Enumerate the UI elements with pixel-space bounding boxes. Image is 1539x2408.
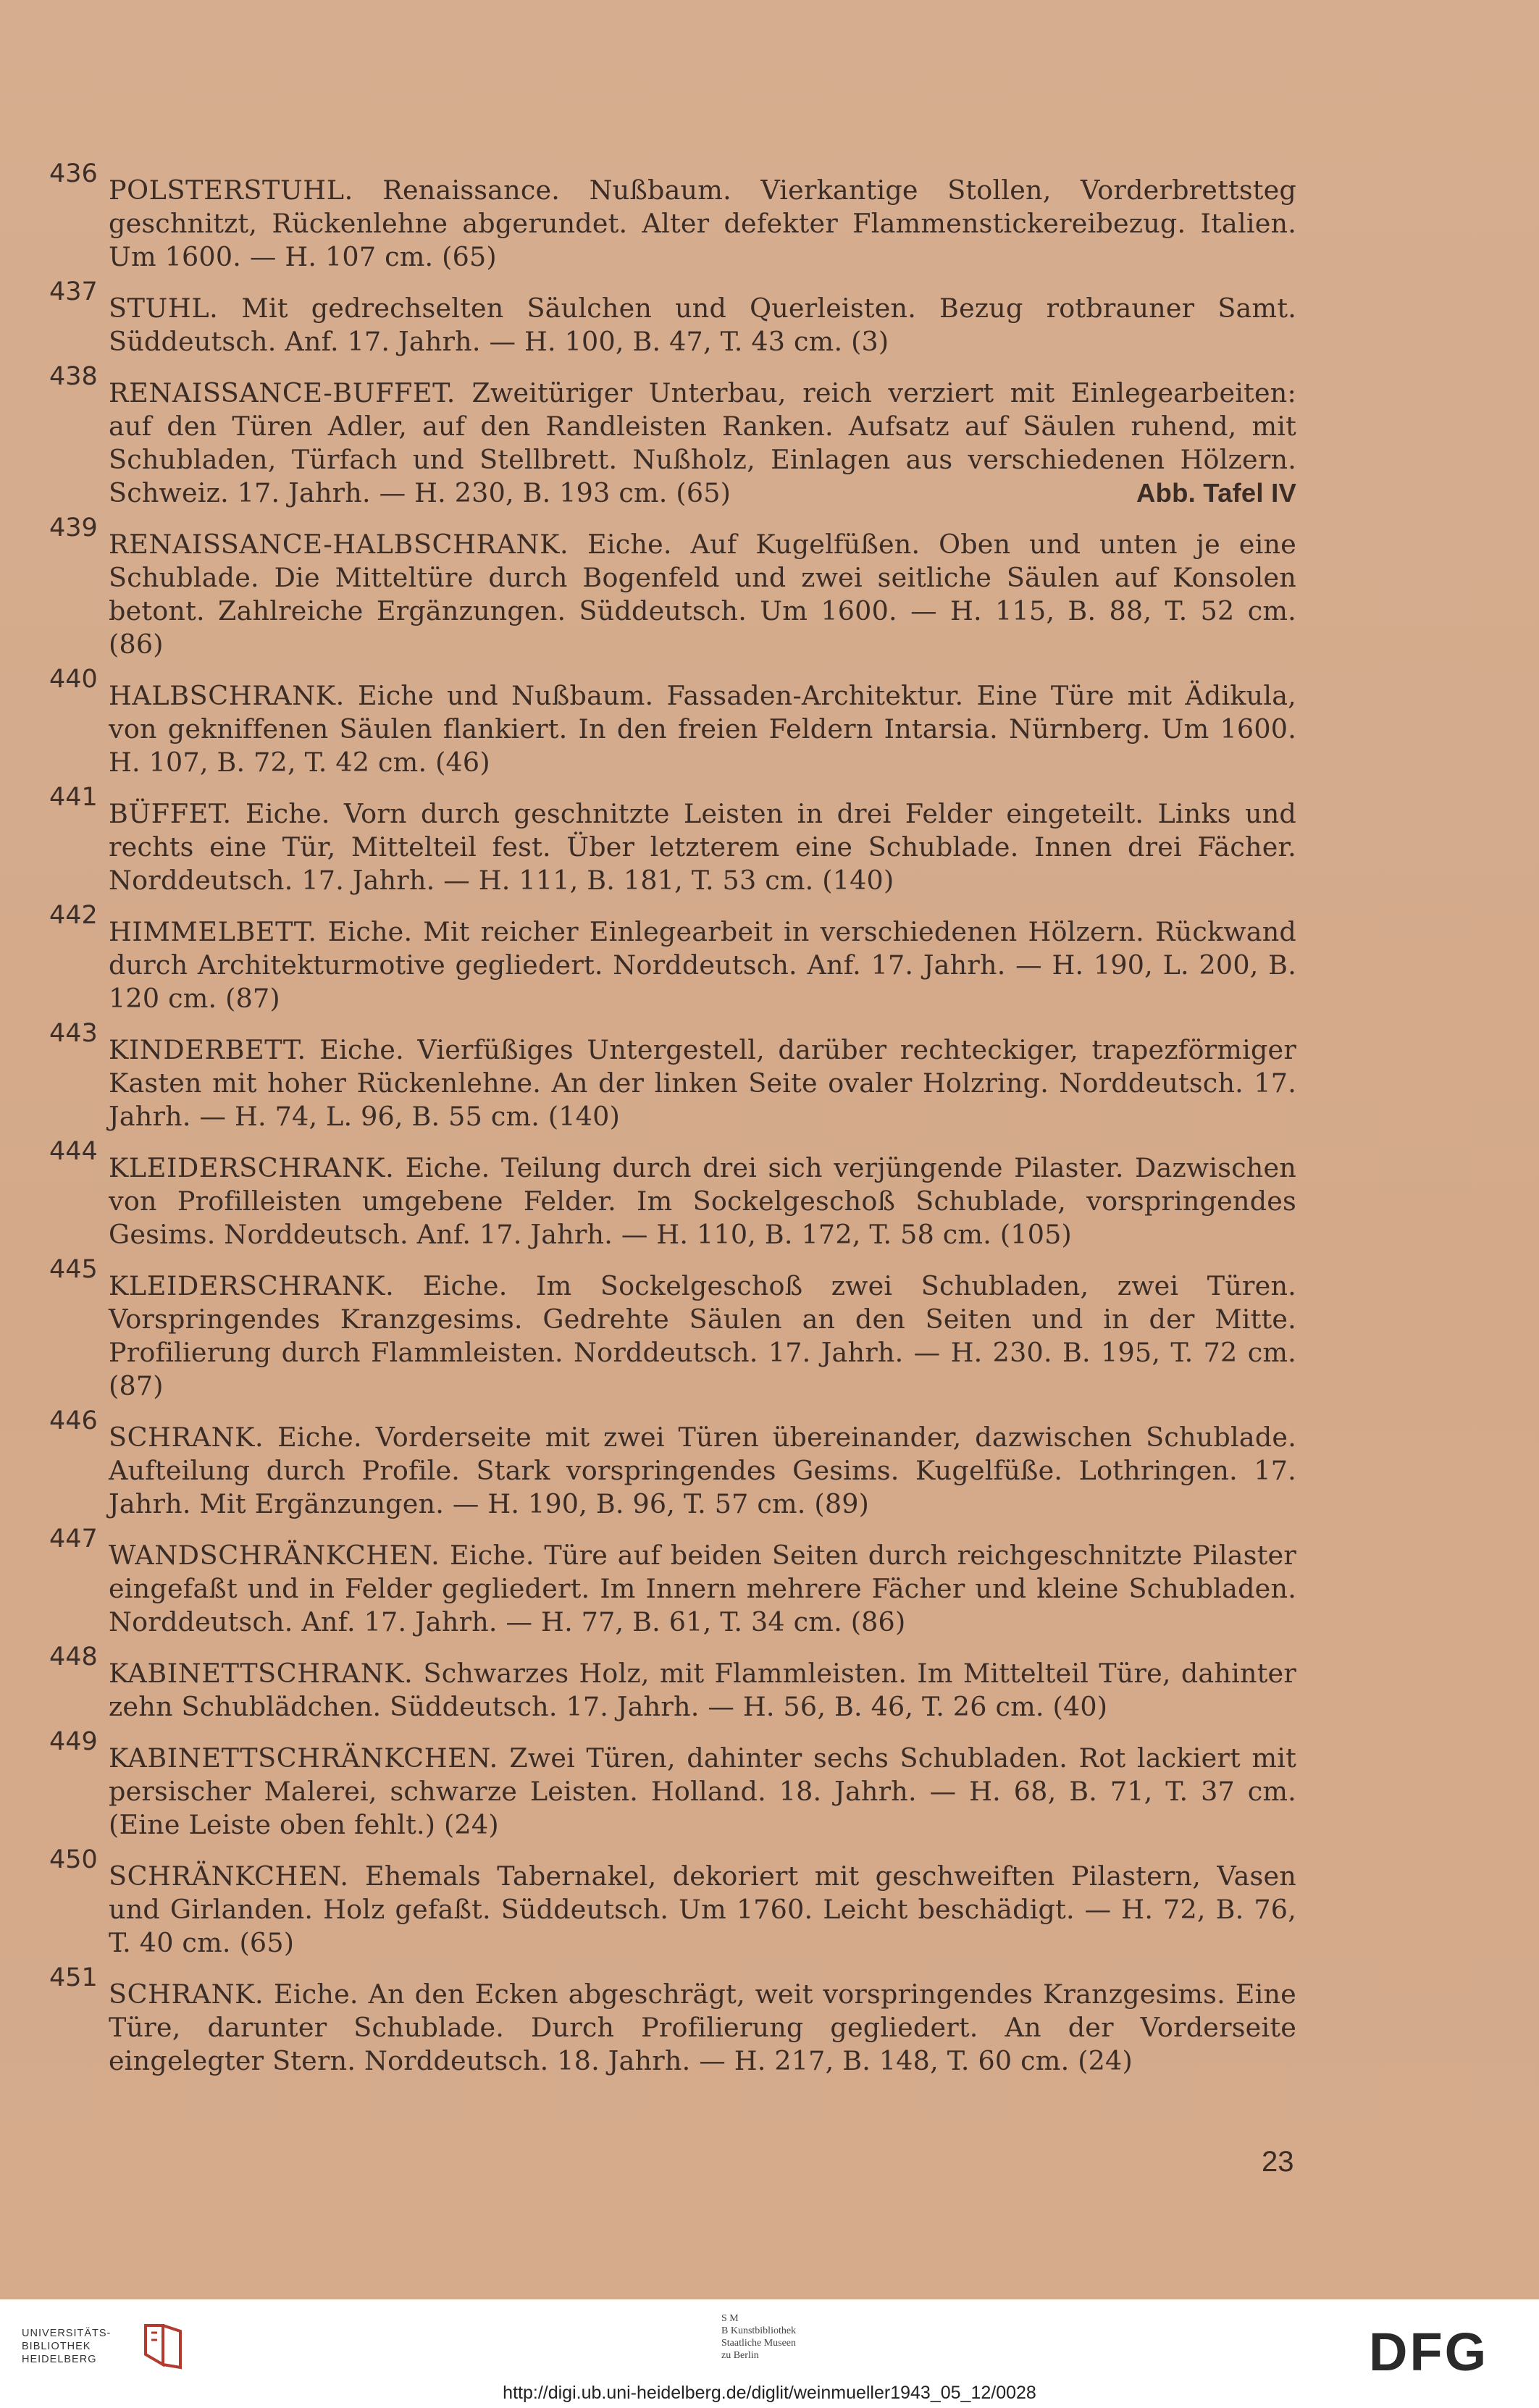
entry-body: Eiche. Vierfüßiges Untergestell, darüber rechteckiger, trapezförmiger Kasten mit hoher Rückenlehne. An der linken Seite ovaler Holzring. Norddeutsch. 17. Jahrh. — H. 74, L. 96, B. 55 cm. (140) — [109, 1034, 1296, 1132]
entry-description — [109, 292, 1296, 358]
catalogue-entry — [49, 1524, 1296, 1639]
entry-body: Eiche. Teilung durch drei sich verjüngende Pilaster. Dazwischen von Profilleisten umgebene Felder. Im Sockelgeschoß Schublade, vorspringendes Gesims. Norddeutsch. Anf. 17. Jahrh. — H. 110, B. 172, T. 58 cm. (105) — [109, 1152, 1296, 1250]
entry-body: Eiche und Nußbaum. Fassaden-Architektur. Eine Türe mit Ädikula, von gekniffenen Säulen flankiert. In den freien Feldern Intarsia. Nürnberg. Um 1600. H. 107, B. 72, T. 42 cm. (46) — [109, 680, 1296, 778]
entry-description — [109, 679, 1296, 779]
catalogue-entry — [49, 1255, 1296, 1403]
catalogue-entry — [49, 1137, 1296, 1251]
entry-number: 437 — [49, 277, 98, 306]
entry-heading: KLEIDERSCHRANK. — [109, 1270, 395, 1301]
ub-logo-line: UNIVERSITÄTS- — [22, 2328, 112, 2339]
smb-line: B Kunstbibliothek — [721, 2325, 797, 2336]
entry-number: 436 — [49, 159, 98, 188]
entry-body: Zweitüriger Unterbau, reich verziert mit Einlegearbeiten: auf den Türen Adler, auf den Randleisten Ranken. Aufsatz auf Säulen ruhend, mit Schubladen, Türfach und Stellbrett. Nußholz, Einlagen aus verschiedenen Hölzern. Schweiz. 17. Jahrh. — H. 230, B. 193 cm. (65) — [109, 377, 1296, 508]
entry-description — [109, 1421, 1296, 1521]
entry-description — [109, 528, 1296, 661]
page-number: 23 — [1262, 2146, 1294, 2178]
entry-number: 446 — [49, 1406, 98, 1435]
catalogue-entry — [49, 362, 1296, 510]
entry-body: Ehemals Tabernakel, dekoriert mit geschweiften Pilastern, Vasen und Girlanden. Holz gefaßt. Süddeutsch. Um 1760. Leicht beschädigt. — H. 72, B. 76, T. 40 cm. (65) — [109, 1860, 1296, 1958]
entry-body: Renaissance. Nußbaum. Vierkantige Stollen, Vorderbrettsteg geschnitzt, Rückenlehne abgerundet. Alter defekter Flammenstickereibezug. Italien. Um 1600. — H. 107 cm. (65) — [109, 175, 1296, 272]
entry-heading: BÜFFET. — [109, 798, 232, 829]
entry-description — [109, 377, 1296, 510]
entry-number: 445 — [49, 1255, 98, 1284]
entry-body: Eiche. Auf Kugelfüßen. Oben und unten je eine Schublade. Die Mitteltüre durch Bogenfeld und zwei seitliche Säulen auf Konsolen betont. Zahlreiche Ergänzungen. Süddeutsch. Um 1600. — H. 115, B. 88, T. 52 cm. (86) — [109, 529, 1296, 660]
entry-number: 448 — [49, 1643, 98, 1671]
ub-heidelberg-logo[interactable] — [22, 2327, 210, 2366]
entry-description — [109, 1151, 1296, 1251]
ub-logo-line: HEIDELBERG — [22, 2354, 97, 2365]
entry-number: 443 — [49, 1019, 98, 1048]
entry-description — [109, 174, 1296, 274]
catalogue-entry — [49, 901, 1296, 1015]
entry-body: Mit gedrechselten Säulchen und Querleisten. Bezug rotbrauner Samt. Süddeutsch. Anf. 17. Jahrh. — H. 100, B. 47, T. 43 cm. (3) — [109, 293, 1296, 357]
ub-logo-icon — [141, 2321, 185, 2372]
entry-body: Eiche. Mit reicher Einlegearbeit in verschiedenen Hölzern. Rückwand durch Architekturmotive gegliedert. Norddeutsch. Anf. 17. Jahrh. — H. 190, L. 200, B. 120 cm. (87) — [109, 916, 1296, 1014]
catalogue-entry — [49, 1963, 1296, 2078]
catalogue-entry — [49, 1406, 1296, 1521]
entry-number: 447 — [49, 1524, 98, 1553]
entry-heading: POLSTERSTUHL. — [109, 175, 353, 206]
entry-heading: RENAISSANCE-HALBSCHRANK. — [109, 529, 569, 560]
entry-number: 450 — [49, 1845, 98, 1874]
entry-description — [109, 1033, 1296, 1133]
entry-heading: WANDSCHRÄNKCHEN. — [109, 1540, 440, 1571]
catalogue-entry — [49, 159, 1296, 274]
entry-body: Zwei Türen, dahinter sechs Schubladen. Rot lackiert mit persischer Malerei, schwarze Leisten. Holland. 18. Jahrh. — H. 68, B. 71, T. 37 cm. (Eine Leiste oben fehlt.) (24) — [109, 1742, 1296, 1840]
smb-line: zu Berlin — [721, 2350, 759, 2361]
catalogue-entry — [49, 1019, 1296, 1133]
smb-line: Staatliche Museen — [721, 2338, 797, 2349]
entry-body: Eiche. Im Sockelgeschoß zwei Schubladen, zwei Türen. Vorspringendes Kranzgesims. Gedrehte Säulen an den Seiten und in der Mitte. Profilierung durch Flammleisten. Norddeutsch. 17. Jahrh. — H. 230. B. 195, T. 72 cm. (87) — [109, 1270, 1296, 1401]
catalogue-entry — [49, 1845, 1296, 1960]
smb-kunstbibliothek-logo[interactable] — [721, 2312, 796, 2362]
entry-description — [109, 1978, 1296, 2078]
entry-heading: HALBSCHRANK. — [109, 680, 345, 711]
catalogue-entry — [49, 665, 1296, 779]
entry-body: Eiche. Vorderseite mit zwei Türen übereinander, dazwischen Schublade. Aufteilung durch Profile. Stark vorspringendes Gesims. Kugelfüße. Lothringen. 17. Jahrh. Mit Ergänzungen. — H. 190, B. 96, T. 57 cm. (89) — [109, 1422, 1296, 1519]
entry-heading: HIMMELBETT. — [109, 916, 317, 947]
entry-number: 444 — [49, 1137, 98, 1166]
footer-bar — [0, 2299, 1539, 2382]
entry-heading: KABINETTSCHRÄNKCHEN. — [109, 1742, 498, 1774]
catalogue-entries — [49, 159, 1296, 2096]
entry-description — [109, 1742, 1296, 1842]
entry-description — [109, 1539, 1296, 1639]
entry-heading: SCHRANK. — [109, 1422, 264, 1453]
entry-number: 449 — [49, 1727, 98, 1756]
entry-number: 439 — [49, 513, 98, 542]
entry-description — [109, 1270, 1296, 1403]
catalogue-entry — [49, 783, 1296, 897]
entry-body: Schwarzes Holz, mit Flammleisten. Im Mittelteil Türe, dahinter zehn Schublädchen. Süddeutsch. 17. Jahrh. — H. 56, B. 46, T. 26 cm. (40) — [109, 1658, 1296, 1722]
catalogue-entry — [49, 277, 1296, 358]
entry-heading: KLEIDERSCHRANK. — [109, 1152, 395, 1183]
entry-number: 438 — [49, 362, 98, 391]
entry-heading: SCHRANK. — [109, 1979, 264, 2010]
catalogue-entry — [49, 1643, 1296, 1724]
plate-reference: Abb. Tafel IV — [1136, 478, 1296, 508]
entry-number: 441 — [49, 783, 98, 812]
entry-heading: KABINETTSCHRANK. — [109, 1658, 414, 1689]
entry-description — [109, 797, 1296, 897]
entry-body: Eiche. Vorn durch geschnitzte Leisten in drei Felder eingeteilt. Links und rechts eine Tür, Mittelteil fest. Über letzterem eine Schublade. Innen drei Fächer. Norddeutsch. 17. Jahrh. — H. 111, B. 181, T. 53 cm. (140) — [109, 798, 1296, 896]
smb-line: S M — [721, 2313, 739, 2324]
permalink-url[interactable]: http://digi.ub.uni-heidelberg.de/diglit/weinmueller1943_05_12/0028 — [503, 2383, 1036, 2403]
entry-number: 451 — [49, 1963, 98, 1992]
entry-body: Eiche. Türe auf beiden Seiten durch reichgeschnitzte Pilaster eingefaßt und in Felder gegliedert. Im Innern mehrere Fächer und kleine Schubladen. Norddeutsch. Anf. 17. Jahrh. — H. 77, B. 61, T. 34 cm. (86) — [109, 1540, 1296, 1637]
entry-description — [109, 1657, 1296, 1724]
entry-description — [109, 1860, 1296, 1960]
catalogue-entry — [49, 1727, 1296, 1842]
ub-logo-line: BIBLIOTHEK — [22, 2341, 91, 2352]
entry-body: Eiche. An den Ecken abgeschrägt, weit vorspringendes Kranzgesims. Eine Türe, darunter Schublade. Durch Profilierung gegliedert. An der Vorderseite eingelegter Stern. Norddeutsch. 18. Jahrh. — H. 217, B. 148, T. 60 cm. (24) — [109, 1979, 1296, 2076]
entry-number: 442 — [49, 901, 98, 930]
catalogue-entry — [49, 513, 1296, 661]
entry-heading: RENAISSANCE-BUFFET. — [109, 377, 456, 408]
entry-number: 440 — [49, 665, 98, 694]
entry-heading: STUHL. — [109, 293, 219, 324]
dfg-logo[interactable]: DFG — [1369, 2322, 1489, 2382]
entry-heading: SCHRÄNKCHEN. — [109, 1860, 349, 1892]
entry-description — [109, 915, 1296, 1015]
entry-heading: KINDERBETT. — [109, 1034, 306, 1065]
